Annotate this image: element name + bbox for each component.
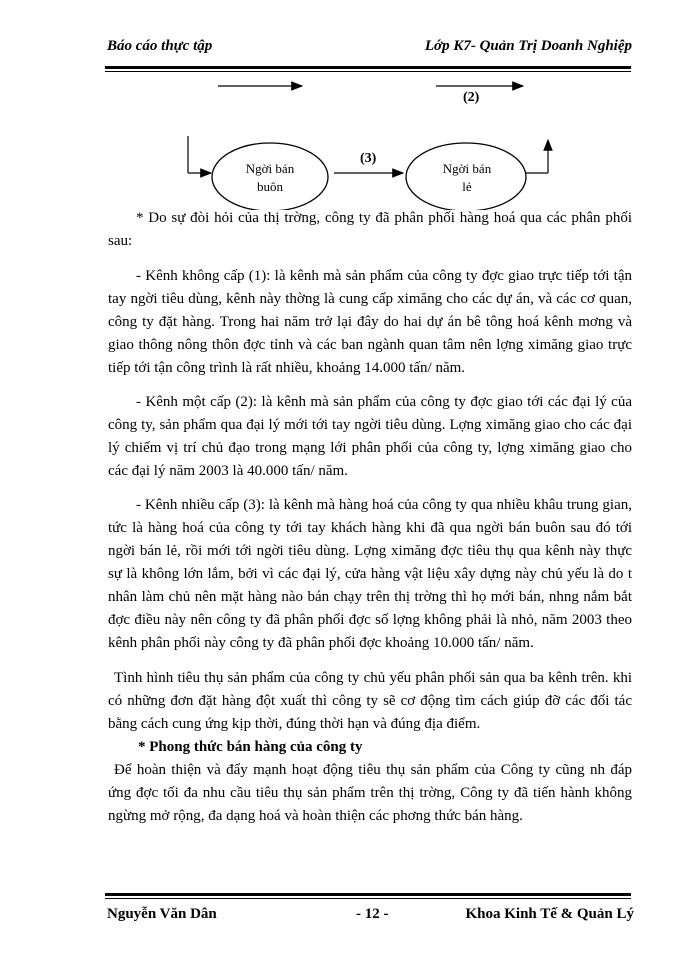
- node-retail-label: Ngời bán lẻ: [442, 161, 492, 194]
- footer-page-number: - 12 -: [356, 906, 389, 922]
- label-2: (2): [463, 90, 480, 105]
- summary-paragraph: Tình hình tiêu thụ sản phẩm của công ty chủ yếu phân phối sản qua ba kênh trên. khi có những đơn đặt hàng đột xuất thì công ty sẽ cơ động tìm cách giúp đỡ các đối tác bằng cách cung ứng kịp thời, đúng thời hạn và đúng địa điểm.: [108, 670, 632, 732]
- section-title: * Phong thức bán hàng của công ty: [138, 739, 363, 755]
- label-3: (3): [360, 151, 377, 166]
- channel-multi-level: - Kênh nhiều cấp (3): là kênh mà hàng hoá của công ty qua nhiều khâu trung gian, tức là hàng hoá của công ty tới tay khách hàng khi đã qua ngời bán buôn sau đó tới ngời bán lẻ, rồi mới tới ngời tiêu dùng. Lợng ximăng đợc tiêu thụ qua kênh này thực sự là không lớn lắm, bởi vì các đại lý, cửa hàng vật liệu xây dựng này chủ yếu là do t nhân làm chủ nên mặt hàng nào bán chạy trên thị trờng thì họ mới bán, nhng nắm bắt đợc điều này nên công ty đã phân phối đợc số lợng không phải là nhỏ, năm 2003 theo kênh phân phối này công ty đã phân phối đợc khoảng 10.000 tấn/ năm.: [108, 497, 632, 651]
- header-left: Báo cáo thực tập: [107, 38, 213, 54]
- node-wholesale-label: Ngời bán buôn: [245, 161, 295, 194]
- footer-author: Nguyễn Văn Dân: [107, 906, 217, 922]
- channel-zero-level: - Kênh không cấp (1): là kênh mà sản phẩm của công ty đợc giao trực tiếp tới tận tay ngời tiêu dùng, kênh này thờng là cung cấp ximăng cho các dự án, và các cơ quan, công ty đặt hàng. Trong hai năm trở lại đây do hai dự án bê tông hoá kênh mơng và giao thông nông thôn đợc tỉnh và các ban ngành quan tâm nên lợng ximăng giao trực tiếp tới tận công trình là rất nhiều, khoảng 14.000 tấn/ năm.: [108, 268, 632, 376]
- main-content: [108, 207, 632, 828]
- channel-one-level: - Kênh một cấp (2): là kênh mà sản phẩm của công ty đợc giao tới các đại lý của công ty, sản phẩm qua đại lý mới tới tay ngời tiêu dùng. Lợng ximăng giao cho các đại lý chiếm vị trí chủ đạo trong mạng lới phân phối của công ty, lợng ximăng giao cho các đại lý năm 2003 là 40.000 tấn/ năm.: [108, 394, 632, 479]
- footer-rule-thin: [105, 898, 631, 899]
- distribution-diagram: [0, 0, 700, 210]
- header-right: Lớp K7- Quản Trị Doanh Nghiệp: [424, 38, 632, 54]
- intro-paragraph: * Do sự đòi hỏi của thị trờng, công ty đã phân phối hàng hoá qua các phân phối sau:: [108, 210, 632, 249]
- footer-rule: [105, 893, 631, 896]
- footer-faculty: Khoa Kinh Tế & Quản Lý: [465, 906, 634, 922]
- section-paragraph: Để hoàn thiện và đẩy mạnh hoạt động tiêu thụ sản phẩm của Công ty cũng nh đáp ứng đợc tối đa nhu cầu tiêu thụ sản phẩm trên thị trờng, Công ty đã tiến hành không ngừng mở rộng, đa dạng hoá và hoàn thiện các phơng thức bán hàng.: [108, 762, 632, 824]
